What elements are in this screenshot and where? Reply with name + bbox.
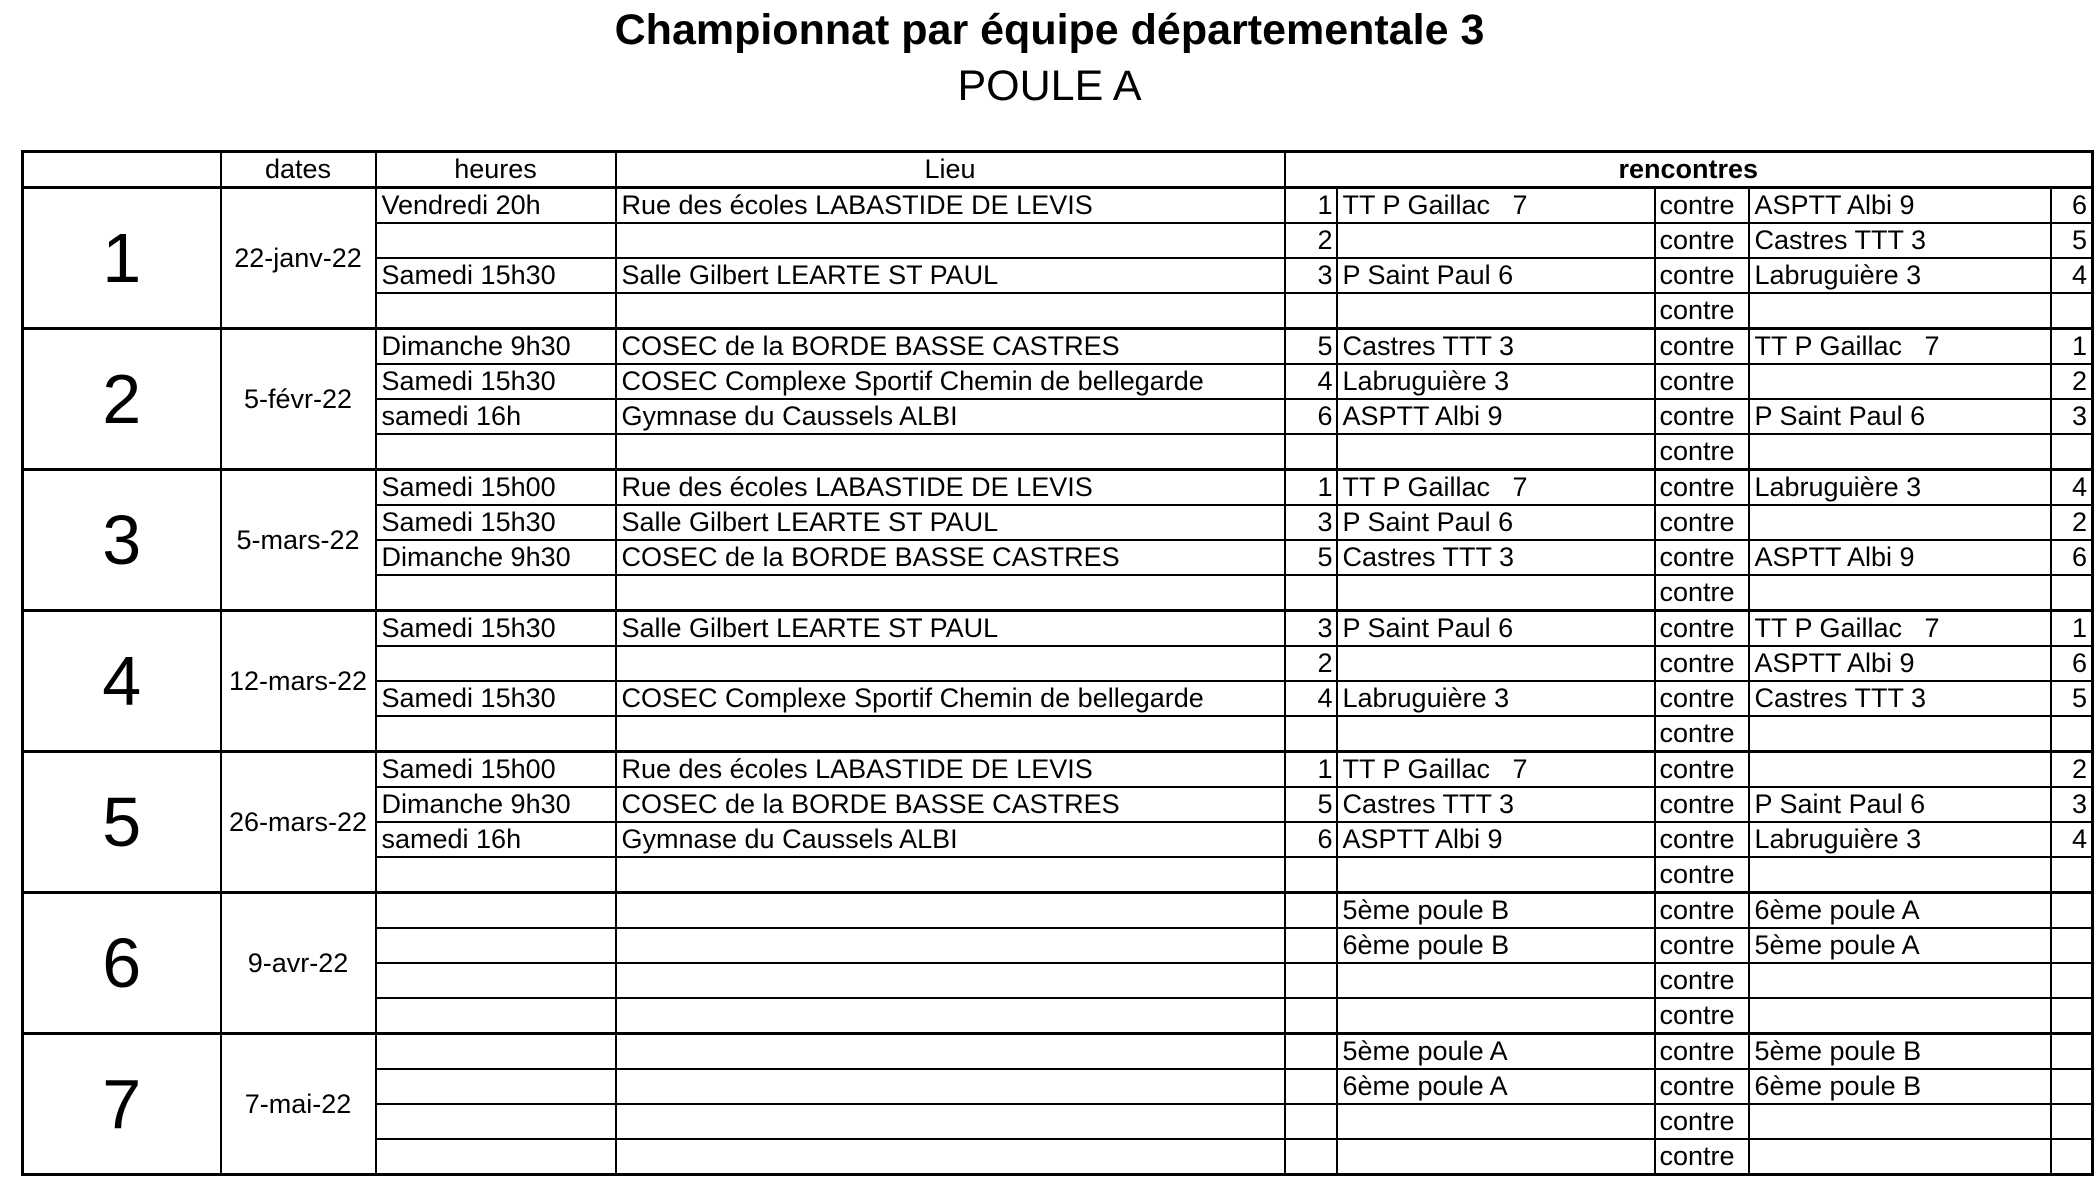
round-date: 5-mars-22 <box>221 470 376 611</box>
home-team-number <box>1285 998 1337 1034</box>
home-team <box>1337 575 1655 611</box>
round-number: 7 <box>23 1034 221 1175</box>
match-venue <box>616 893 1285 929</box>
home-team: 6ème poule B <box>1337 928 1655 963</box>
away-team: TT P Gaillac 7 <box>1749 329 2051 365</box>
away-team-number: 2 <box>2051 364 2093 399</box>
match-time: Samedi 15h30 <box>376 611 616 647</box>
away-team-number <box>2051 575 2093 611</box>
away-team-number <box>2051 857 2093 893</box>
match-venue <box>616 963 1285 998</box>
home-team-number <box>1285 1034 1337 1070</box>
away-team-number <box>2051 293 2093 329</box>
table-row <box>23 1034 2093 1070</box>
table-row <box>23 188 2093 224</box>
home-team <box>1337 857 1655 893</box>
home-team-number: 5 <box>1285 329 1337 365</box>
round-date: 5-févr-22 <box>221 329 376 470</box>
away-team <box>1749 716 2051 752</box>
home-team: Labruguière 3 <box>1337 364 1655 399</box>
away-team-number: 6 <box>2051 646 2093 681</box>
away-team <box>1749 364 2051 399</box>
away-team: 6ème poule A <box>1749 893 2051 929</box>
versus-label: contre <box>1655 364 1749 399</box>
away-team: ASPTT Albi 9 <box>1749 646 2051 681</box>
away-team-number <box>2051 434 2093 470</box>
home-team: P Saint Paul 6 <box>1337 611 1655 647</box>
header-dates: dates <box>221 152 376 188</box>
versus-label: contre <box>1655 434 1749 470</box>
home-team <box>1337 293 1655 329</box>
round-number: 5 <box>23 752 221 893</box>
home-team-number <box>1285 716 1337 752</box>
header-lieu: Lieu <box>616 152 1285 188</box>
home-team: P Saint Paul 6 <box>1337 258 1655 293</box>
home-team-number: 5 <box>1285 540 1337 575</box>
away-team <box>1749 998 2051 1034</box>
home-team-number <box>1285 857 1337 893</box>
versus-label: contre <box>1655 258 1749 293</box>
match-time: Samedi 15h30 <box>376 364 616 399</box>
home-team-number: 4 <box>1285 681 1337 716</box>
away-team-number <box>2051 928 2093 963</box>
home-team: TT P Gaillac 7 <box>1337 752 1655 788</box>
home-team: Castres TTT 3 <box>1337 540 1655 575</box>
away-team-number: 2 <box>2051 505 2093 540</box>
away-team: P Saint Paul 6 <box>1749 787 2051 822</box>
header-row <box>23 152 2093 188</box>
header-rencontres: rencontres <box>1285 152 2093 188</box>
match-time <box>376 434 616 470</box>
home-team <box>1337 1139 1655 1175</box>
round-date: 26-mars-22 <box>221 752 376 893</box>
table-row <box>23 611 2093 647</box>
match-venue: Rue des écoles LABASTIDE DE LEVIS <box>616 188 1285 224</box>
versus-label: contre <box>1655 787 1749 822</box>
home-team <box>1337 963 1655 998</box>
versus-label: contre <box>1655 857 1749 893</box>
match-venue: Gymnase du Caussels ALBI <box>616 822 1285 857</box>
match-venue <box>616 928 1285 963</box>
match-time <box>376 1139 616 1175</box>
away-team: Labruguière 3 <box>1749 822 2051 857</box>
away-team-number <box>2051 1069 2093 1104</box>
match-time <box>376 1034 616 1070</box>
schedule-table <box>21 150 2094 1176</box>
match-venue: Rue des écoles LABASTIDE DE LEVIS <box>616 752 1285 788</box>
away-team-number: 5 <box>2051 681 2093 716</box>
match-venue: COSEC de la BORDE BASSE CASTRES <box>616 540 1285 575</box>
away-team <box>1749 293 2051 329</box>
match-venue <box>616 646 1285 681</box>
home-team <box>1337 998 1655 1034</box>
versus-label: contre <box>1655 188 1749 224</box>
versus-label: contre <box>1655 540 1749 575</box>
home-team-number: 1 <box>1285 470 1337 506</box>
away-team: ASPTT Albi 9 <box>1749 188 2051 224</box>
match-time: Samedi 15h30 <box>376 505 616 540</box>
away-team-number: 1 <box>2051 329 2093 365</box>
home-team-number: 2 <box>1285 223 1337 258</box>
page-title: Championnat par équipe départementale 3 <box>614 6 1485 54</box>
versus-label: contre <box>1655 611 1749 647</box>
away-team-number <box>2051 716 2093 752</box>
home-team: 6ème poule A <box>1337 1069 1655 1104</box>
home-team: ASPTT Albi 9 <box>1337 399 1655 434</box>
home-team-number <box>1285 293 1337 329</box>
match-venue: COSEC Complexe Sportif Chemin de bellegarde <box>616 681 1285 716</box>
match-venue <box>616 1034 1285 1070</box>
match-venue: Gymnase du Caussels ALBI <box>616 399 1285 434</box>
away-team-number: 4 <box>2051 258 2093 293</box>
versus-label: contre <box>1655 399 1749 434</box>
match-time: Dimanche 9h30 <box>376 329 616 365</box>
away-team <box>1749 963 2051 998</box>
match-time <box>376 893 616 929</box>
home-team-number <box>1285 575 1337 611</box>
match-time: Samedi 15h30 <box>376 258 616 293</box>
away-team-number: 5 <box>2051 223 2093 258</box>
match-venue <box>616 434 1285 470</box>
match-venue <box>616 293 1285 329</box>
away-team: TT P Gaillac 7 <box>1749 611 2051 647</box>
versus-label: contre <box>1655 1034 1749 1070</box>
home-team: ASPTT Albi 9 <box>1337 822 1655 857</box>
match-venue <box>616 716 1285 752</box>
match-time: Dimanche 9h30 <box>376 540 616 575</box>
round-date: 12-mars-22 <box>221 611 376 752</box>
away-team-number <box>2051 1139 2093 1175</box>
home-team-number <box>1285 1104 1337 1139</box>
match-time <box>376 575 616 611</box>
match-time: Vendredi 20h <box>376 188 616 224</box>
match-time <box>376 293 616 329</box>
match-time <box>376 646 616 681</box>
versus-label: contre <box>1655 1104 1749 1139</box>
match-venue: Salle Gilbert LEARTE ST PAUL <box>616 611 1285 647</box>
home-team-number: 5 <box>1285 787 1337 822</box>
away-team-number <box>2051 1034 2093 1070</box>
header-heures: heures <box>376 152 616 188</box>
away-team: Castres TTT 3 <box>1749 681 2051 716</box>
away-team-number <box>2051 1104 2093 1139</box>
versus-label: contre <box>1655 681 1749 716</box>
away-team <box>1749 1104 2051 1139</box>
away-team <box>1749 505 2051 540</box>
home-team-number: 3 <box>1285 258 1337 293</box>
away-team: P Saint Paul 6 <box>1749 399 2051 434</box>
home-team: 5ème poule A <box>1337 1034 1655 1070</box>
away-team-number: 1 <box>2051 611 2093 647</box>
away-team <box>1749 575 2051 611</box>
match-venue: COSEC de la BORDE BASSE CASTRES <box>616 329 1285 365</box>
header-round <box>23 152 221 188</box>
versus-label: contre <box>1655 1139 1749 1175</box>
match-time <box>376 857 616 893</box>
home-team-number: 3 <box>1285 611 1337 647</box>
match-venue <box>616 857 1285 893</box>
away-team: 5ème poule B <box>1749 1034 2051 1070</box>
round-number: 2 <box>23 329 221 470</box>
home-team-number: 1 <box>1285 188 1337 224</box>
match-time: samedi 16h <box>376 822 616 857</box>
home-team-number: 1 <box>1285 752 1337 788</box>
round-number: 4 <box>23 611 221 752</box>
round-number: 3 <box>23 470 221 611</box>
away-team <box>1749 434 2051 470</box>
match-venue <box>616 1069 1285 1104</box>
versus-label: contre <box>1655 646 1749 681</box>
round-number: 6 <box>23 893 221 1034</box>
away-team: 6ème poule B <box>1749 1069 2051 1104</box>
away-team-number: 2 <box>2051 752 2093 788</box>
page-subtitle: POULE A <box>957 62 1142 110</box>
match-venue: COSEC de la BORDE BASSE CASTRES <box>616 787 1285 822</box>
home-team: TT P Gaillac 7 <box>1337 188 1655 224</box>
home-team <box>1337 716 1655 752</box>
versus-label: contre <box>1655 928 1749 963</box>
home-team-number <box>1285 893 1337 929</box>
match-time <box>376 963 616 998</box>
match-time <box>376 223 616 258</box>
away-team: 5ème poule A <box>1749 928 2051 963</box>
away-team-number: 3 <box>2051 787 2093 822</box>
match-venue: Rue des écoles LABASTIDE DE LEVIS <box>616 470 1285 506</box>
table-row <box>23 752 2093 788</box>
home-team-number <box>1285 1139 1337 1175</box>
away-team-number: 4 <box>2051 822 2093 857</box>
match-time: Samedi 15h00 <box>376 752 616 788</box>
home-team-number: 6 <box>1285 399 1337 434</box>
match-venue <box>616 1104 1285 1139</box>
home-team-number <box>1285 928 1337 963</box>
round-date: 9-avr-22 <box>221 893 376 1034</box>
home-team <box>1337 646 1655 681</box>
home-team: TT P Gaillac 7 <box>1337 470 1655 506</box>
away-team-number: 6 <box>2051 540 2093 575</box>
table-row <box>23 893 2093 929</box>
away-team-number: 3 <box>2051 399 2093 434</box>
home-team-number: 6 <box>1285 822 1337 857</box>
home-team: P Saint Paul 6 <box>1337 505 1655 540</box>
round-number: 1 <box>23 188 221 329</box>
home-team-number <box>1285 963 1337 998</box>
home-team-number <box>1285 434 1337 470</box>
match-time: Samedi 15h00 <box>376 470 616 506</box>
match-venue <box>616 998 1285 1034</box>
match-time <box>376 928 616 963</box>
away-team: ASPTT Albi 9 <box>1749 540 2051 575</box>
home-team-number: 2 <box>1285 646 1337 681</box>
versus-label: contre <box>1655 752 1749 788</box>
match-time <box>376 1104 616 1139</box>
away-team-number: 4 <box>2051 470 2093 506</box>
away-team-number: 6 <box>2051 188 2093 224</box>
home-team: Labruguière 3 <box>1337 681 1655 716</box>
match-venue: COSEC Complexe Sportif Chemin de bellegarde <box>616 364 1285 399</box>
home-team: Castres TTT 3 <box>1337 329 1655 365</box>
versus-label: contre <box>1655 963 1749 998</box>
table-row <box>23 470 2093 506</box>
match-venue <box>616 1139 1285 1175</box>
home-team-number: 3 <box>1285 505 1337 540</box>
home-team-number <box>1285 1069 1337 1104</box>
versus-label: contre <box>1655 822 1749 857</box>
home-team: 5ème poule B <box>1337 893 1655 929</box>
away-team: Castres TTT 3 <box>1749 223 2051 258</box>
match-venue: Salle Gilbert LEARTE ST PAUL <box>616 258 1285 293</box>
away-team-number <box>2051 893 2093 929</box>
away-team <box>1749 857 2051 893</box>
home-team: Castres TTT 3 <box>1337 787 1655 822</box>
versus-label: contre <box>1655 505 1749 540</box>
away-team: Labruguière 3 <box>1749 258 2051 293</box>
match-venue <box>616 575 1285 611</box>
match-time <box>376 1069 616 1104</box>
match-time: samedi 16h <box>376 399 616 434</box>
away-team-number <box>2051 963 2093 998</box>
round-date: 7-mai-22 <box>221 1034 376 1175</box>
match-time <box>376 998 616 1034</box>
match-time: Samedi 15h30 <box>376 681 616 716</box>
home-team <box>1337 434 1655 470</box>
home-team-number: 4 <box>1285 364 1337 399</box>
home-team <box>1337 1104 1655 1139</box>
round-date: 22-janv-22 <box>221 188 376 329</box>
match-time: Dimanche 9h30 <box>376 787 616 822</box>
versus-label: contre <box>1655 470 1749 506</box>
versus-label: contre <box>1655 1069 1749 1104</box>
away-team <box>1749 752 2051 788</box>
versus-label: contre <box>1655 893 1749 929</box>
versus-label: contre <box>1655 998 1749 1034</box>
match-venue: Salle Gilbert LEARTE ST PAUL <box>616 505 1285 540</box>
table-row <box>23 329 2093 365</box>
home-team <box>1337 223 1655 258</box>
away-team: Labruguière 3 <box>1749 470 2051 506</box>
versus-label: contre <box>1655 716 1749 752</box>
versus-label: contre <box>1655 575 1749 611</box>
versus-label: contre <box>1655 329 1749 365</box>
match-venue <box>616 223 1285 258</box>
versus-label: contre <box>1655 293 1749 329</box>
versus-label: contre <box>1655 223 1749 258</box>
away-team-number <box>2051 998 2093 1034</box>
match-time <box>376 716 616 752</box>
away-team <box>1749 1139 2051 1175</box>
